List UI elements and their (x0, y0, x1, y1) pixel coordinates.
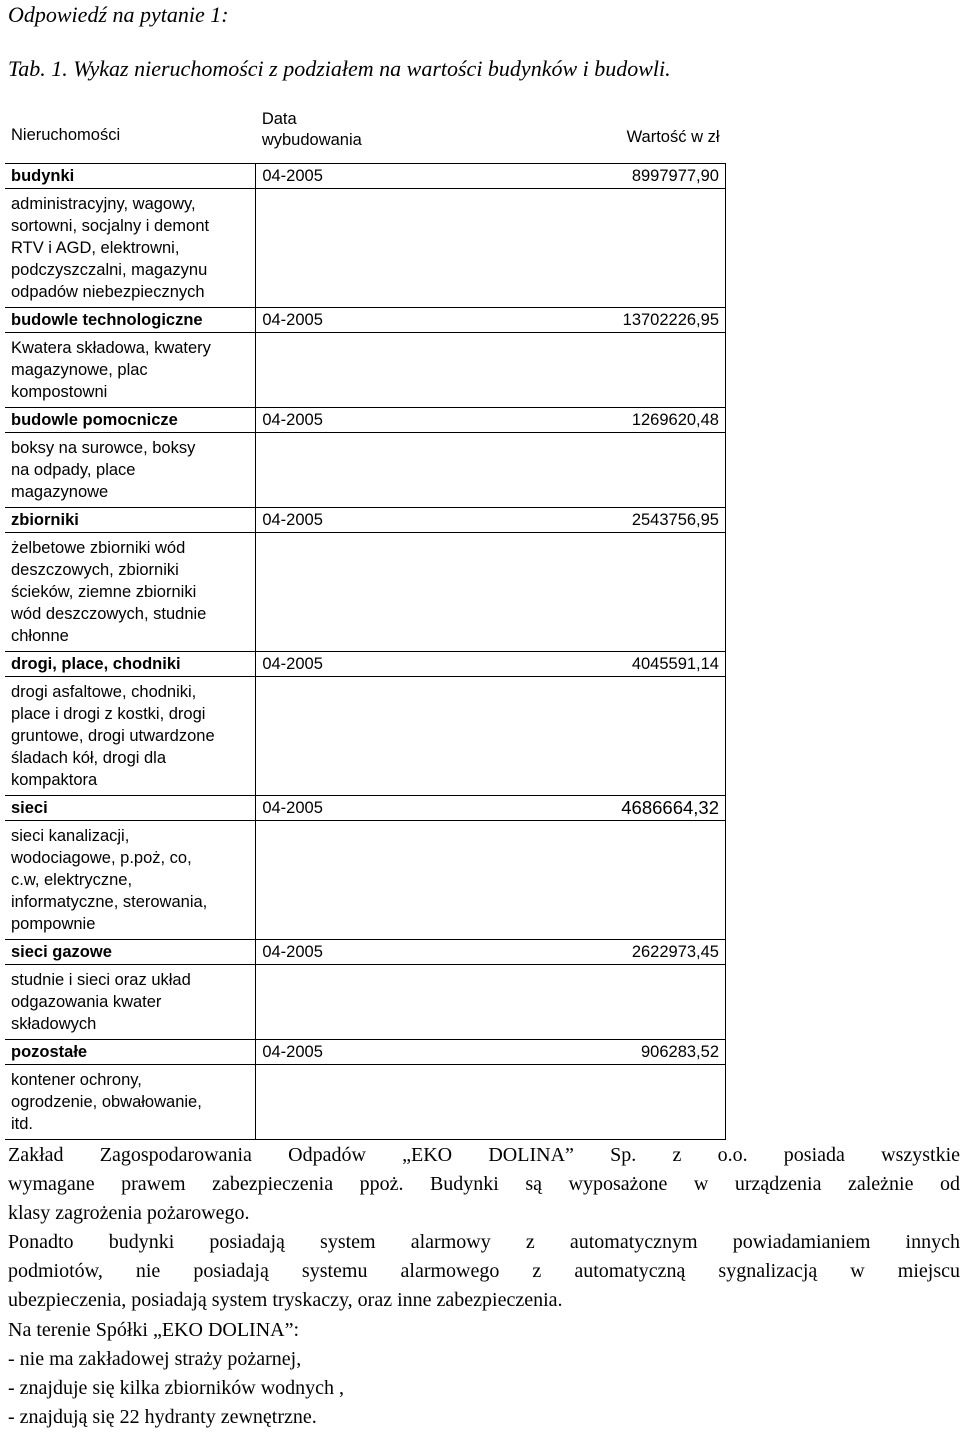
category-value: 4045591,14 (448, 652, 726, 677)
detail-row (5, 433, 726, 508)
category-value: 13702226,95 (448, 308, 726, 333)
detail-line: pompownie (11, 915, 96, 933)
detail-line: kompostowni (11, 383, 108, 401)
detail-line: sieci kanalizacji, (11, 827, 130, 845)
category-value: 1269620,48 (448, 408, 726, 433)
category-name: drogi, place, chodniki (5, 652, 256, 677)
detail-line: składowych (11, 1015, 97, 1033)
detail-line: śladach kół, drogi dla (11, 749, 167, 767)
detail-row (5, 821, 726, 940)
table-row (5, 508, 726, 533)
category-value: 2543756,95 (448, 508, 726, 533)
category-value: 2622973,45 (448, 940, 726, 965)
detail-empty-cell (256, 333, 726, 408)
detail-line: magazynowe, plac (11, 361, 148, 379)
table-row (5, 408, 726, 433)
detail-line: studnie i sieci oraz układ (11, 971, 191, 989)
paragraph-site-intro: Na terenie Spółki „EKO DOLINA”: (8, 1319, 300, 1341)
bullet-item: - znajduje się kilka zbiorników wodnych , (8, 1377, 345, 1399)
header-date-line2: wybudowania (261, 131, 362, 149)
category-details (5, 189, 256, 308)
detail-line: boksy na surowce, boksy (11, 439, 196, 457)
table-row (5, 308, 726, 333)
detail-line: na odpady, place (11, 461, 136, 479)
paragraph-line: klasy zagrożenia pożarowego. (8, 1202, 250, 1224)
paragraph-line: wymagane prawem zabezpieczenia ppoż. Budynki są wyposażone w urządzenia zależnie od (8, 1173, 960, 1195)
detail-line: deszczowych, zbiorniki (11, 561, 179, 579)
table-header-row (5, 107, 726, 164)
detail-empty-cell (256, 189, 726, 308)
detail-line: kompaktora (11, 771, 98, 789)
category-date: 04-2005 (256, 940, 448, 965)
detail-row (5, 533, 726, 652)
category-date: 04-2005 (256, 796, 448, 821)
detail-line: chłonne (11, 627, 69, 645)
bullet-item: - znajdują się 22 hydranty zewnętrzne. (8, 1406, 317, 1428)
detail-line: place i drogi z kostki, drogi (11, 705, 206, 723)
category-name: pozostałe (5, 1040, 256, 1065)
detail-line: informatyczne, sterowania, (11, 893, 208, 911)
table-row (5, 796, 726, 821)
category-name: sieci (5, 796, 256, 821)
table-row (5, 164, 726, 189)
paragraph-line: podmiotów, nie posiadają systemu alarmowego z automatyczną sygnalizacją w miejscu (8, 1260, 960, 1282)
category-name: budowle pomocnicze (5, 408, 256, 433)
detail-line: sortowni, socjalny i demont (11, 217, 210, 235)
table-row (5, 652, 726, 677)
detail-row (5, 965, 726, 1040)
category-details (5, 433, 256, 508)
category-date: 04-2005 (256, 164, 448, 189)
category-date: 04-2005 (256, 308, 448, 333)
category-value: 906283,52 (448, 1040, 726, 1065)
detail-line: Kwatera składowa, kwatery (11, 339, 211, 357)
detail-empty-cell (256, 433, 726, 508)
detail-line: kontener ochrony, (11, 1071, 142, 1089)
detail-row (5, 677, 726, 796)
detail-line: itd. (11, 1115, 34, 1133)
detail-row (5, 1065, 726, 1140)
paragraph-alarm-system (8, 1228, 960, 1315)
detail-line: wodociagowe, p.poż, co, (11, 849, 192, 867)
category-date: 04-2005 (256, 508, 448, 533)
detail-empty-cell (256, 821, 726, 940)
category-name: budynki (5, 164, 256, 189)
detail-empty-cell (256, 1065, 726, 1140)
table-row (5, 1040, 726, 1065)
category-date: 04-2005 (256, 1040, 448, 1065)
bullet-item: - nie ma zakładowej straży pożarnej, (8, 1348, 302, 1370)
category-details (5, 533, 256, 652)
category-details (5, 1065, 256, 1140)
detail-row (5, 333, 726, 408)
table-title: Tab. 1. Wykaz nieruchomości z podziałem na wartości budynków i budowli. (8, 56, 671, 81)
detail-row (5, 189, 726, 308)
paragraph-line: Zakład Zagospodarowania Odpadów „EKO DOLINA” Sp. z o.o. posiada wszystkie (8, 1144, 960, 1166)
detail-line: podczyszczalni, magazynu (11, 261, 208, 279)
detail-empty-cell (256, 965, 726, 1040)
category-details (5, 965, 256, 1040)
header-date-line1: Data (261, 110, 297, 128)
paragraph-line: Ponadto budynki posiadają system alarmowy z automatycznym powiadamianiem innych (8, 1231, 960, 1253)
category-details (5, 333, 256, 408)
category-details (5, 677, 256, 796)
question-heading: Odpowiedź na pytanie 1: (8, 2, 229, 27)
category-name: budowle technologiczne (5, 308, 256, 333)
table-row (5, 940, 726, 965)
category-value: 4686664,32 (448, 796, 726, 821)
detail-line: drogi asfaltowe, chodniki, (11, 683, 197, 701)
detail-line: wód deszczowych, studnie (11, 605, 207, 623)
detail-line: odgazowania kwater (11, 993, 162, 1011)
header-value: Wartość w zł (626, 128, 720, 146)
detail-line: c.w, elektryczne, (11, 871, 133, 889)
property-table (5, 107, 726, 1140)
header-property: Nieruchomości (11, 126, 121, 144)
detail-line: magazynowe (11, 483, 109, 501)
header-date (256, 107, 448, 164)
paragraph-fire-safety (8, 1141, 960, 1228)
detail-line: żelbetowe zbiorniki wód (11, 539, 186, 557)
category-name: sieci gazowe (5, 940, 256, 965)
detail-line: administracyjny, wagowy, (11, 195, 196, 213)
category-name: zbiorniki (5, 508, 256, 533)
detail-line: ścieków, ziemne zbiorniki (11, 583, 197, 601)
detail-line: gruntowe, drogi utwardzone (11, 727, 215, 745)
category-date: 04-2005 (256, 652, 448, 677)
detail-line: RTV i AGD, elektrowni, (11, 239, 180, 257)
category-value: 8997977,90 (448, 164, 726, 189)
detail-line: odpadów niebezpiecznych (11, 283, 205, 301)
detail-empty-cell (256, 533, 726, 652)
detail-empty-cell (256, 677, 726, 796)
category-date: 04-2005 (256, 408, 448, 433)
paragraph-line: ubezpieczenia, posiadają system tryskaczy, oraz inne zabezpieczenia. (8, 1289, 563, 1311)
detail-line: ogrodzenie, obwałowanie, (11, 1093, 202, 1111)
category-details (5, 821, 256, 940)
